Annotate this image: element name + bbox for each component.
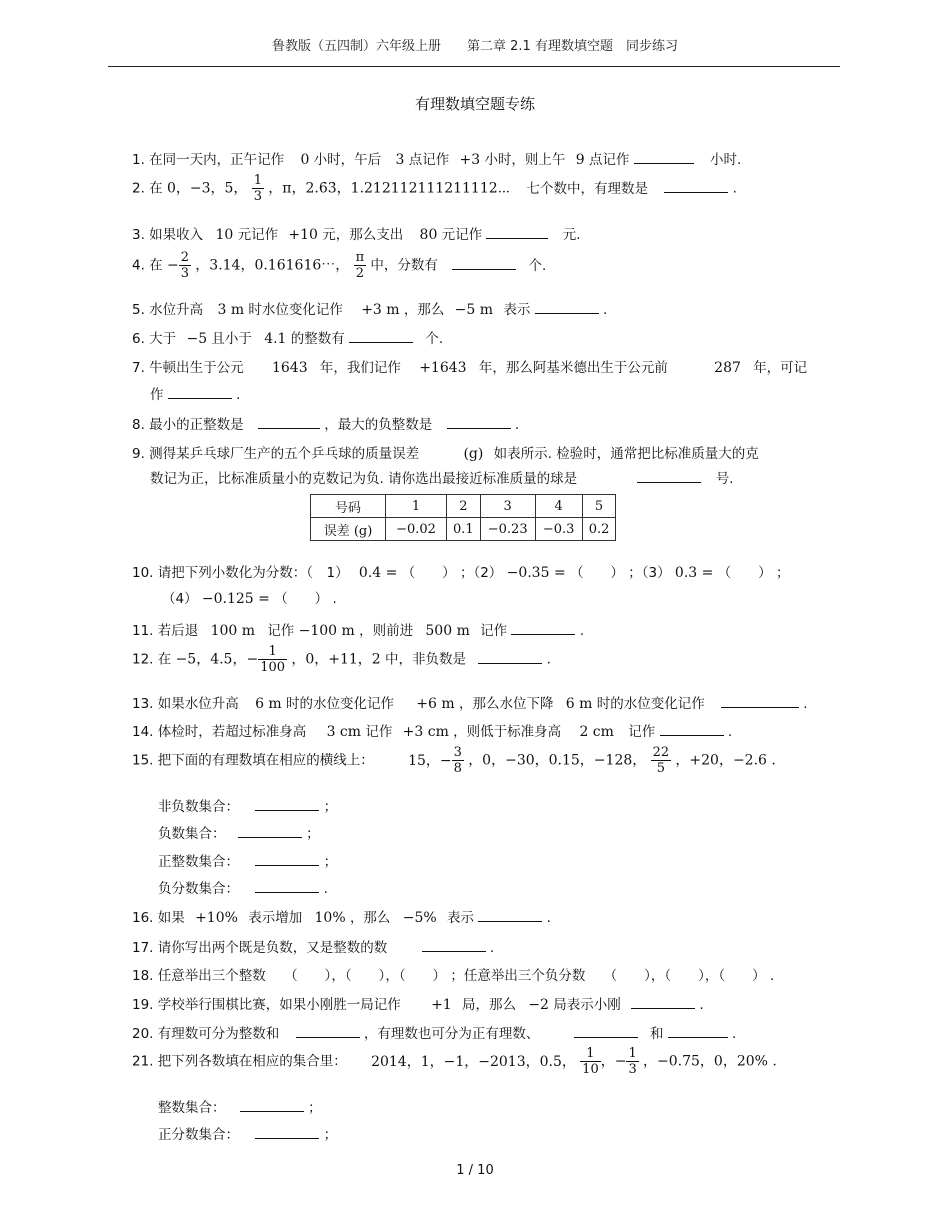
page-number: 1 / 10 — [456, 1163, 494, 1178]
answer-blank[interactable] — [634, 151, 694, 164]
question-21: 21. 把下列各数填在相应的集合里： 2014，1，−1，−2013，0.5， $\frac{1}{10}$ ，− $\frac{1}{3}$ ，−0.75，0，20% . — [132, 1046, 777, 1077]
question-7-cont: 作 . — [150, 387, 241, 403]
answer-blank[interactable] — [168, 386, 232, 399]
question-18: 18. 任意举出三个整数 （ ），（ ），（ ） ；任意举出三个负分数 （ ），（ ），（ ） . — [132, 968, 775, 984]
question-9: 9. 测得某乒乓球厂生产的五个乒乓球的质量误差 (g) 如表所示. 检验时，通常把比标准质量大的克 — [132, 446, 759, 462]
table-cell: 3 — [480, 495, 535, 518]
set-positive-integer: 正整数集合： ； — [158, 854, 338, 870]
answer-blank[interactable] — [296, 1025, 360, 1038]
question-20: 20. 有理数可分为整数和 ，有理数也可分为正有理数、 和 . — [132, 1026, 737, 1042]
answer-blank[interactable] — [721, 695, 799, 708]
answer-blank[interactable] — [447, 416, 511, 429]
answer-blank[interactable] — [631, 996, 695, 1009]
question-5: 5. 水位升高 3 m 时水位变化记作 +3 m ，那么 −5 m 表示 . — [132, 302, 608, 318]
question-7: 7. 牛顿出生于公元 1643 年，我们记作 +1643 年，那么阿基米德出生于公元前 287 年，可记 — [132, 360, 808, 376]
answer-blank[interactable] — [478, 909, 542, 922]
question-4: 4. 在 − $\frac{2}{3}$ ，3.14，0.161616⋯， $\frac{\pi}{2}$ 中，分数有 个. — [132, 250, 547, 281]
question-9-cont: 数记为正，比标准质量小的克数记为负. 请你选出最接近标准质量的球是 号. — [150, 471, 734, 487]
fraction: $\frac{2}{3}$ — [180, 250, 189, 281]
answer-blank[interactable] — [535, 301, 599, 314]
fraction: $\frac{1}{3}$ — [253, 173, 262, 204]
question-1: 1. 在同一天内，正午记作 0 小时，午后 3 点记作 +3 小时，则上午 9 点记作 小时. — [132, 152, 742, 168]
table-cell: 5 — [582, 495, 616, 518]
answer-blank[interactable] — [255, 798, 319, 811]
answer-blank[interactable] — [258, 416, 320, 429]
answer-blank[interactable] — [478, 651, 542, 664]
question-2: 2. 在 0，−3，5， $\frac{1}{3}$ ，π，2.6̇3̇，1.212112111211112⋯ 七个数中，有理数是 . — [132, 173, 737, 204]
worksheet-title: 有理数填空题专练 — [414, 95, 535, 113]
error-table — [310, 494, 616, 541]
question-17: 17. 请你写出两个既是负数，又是整数的数 . — [132, 940, 495, 956]
answer-blank[interactable] — [240, 1099, 304, 1112]
set-nonnegative: 非负数集合： ； — [158, 799, 338, 815]
question-8: 8. 最小的正整数是 ，最大的负整数是 . — [132, 417, 520, 433]
question-12: 12. 在 −5，4.5，− $\frac{1}{100}$ ，0，+11，2 中，非负数是 . — [132, 644, 551, 675]
answer-blank[interactable] — [349, 330, 413, 343]
table-cell: 0.2 — [582, 518, 616, 541]
table-row — [311, 518, 616, 541]
question-19: 19. 学校举行围棋比赛，如果小刚胜一局记作 +1 局，那么 −2 局表示小刚 . — [132, 997, 704, 1013]
page-header: 鲁教版（五四制）六年级上册 第二章 2.1 有理数填空题 同步练习 — [272, 39, 678, 54]
header-rule — [108, 66, 840, 67]
table-cell: 2 — [447, 495, 481, 518]
answer-blank[interactable] — [574, 1025, 638, 1038]
fraction: $\frac{22}{5}$ — [652, 745, 670, 776]
fraction: $\frac{\pi}{2}$ — [355, 250, 365, 281]
table-header-cell: 号码 — [311, 495, 386, 518]
answer-blank[interactable] — [255, 880, 319, 893]
table-cell: 1 — [386, 495, 447, 518]
question-3: 3. 如果收入 10 元记作 +10 元，那么支出 80 元记作 元. — [132, 227, 581, 243]
table-cell: −0.3 — [535, 518, 582, 541]
table-cell: 4 — [535, 495, 582, 518]
question-10: 10. 请把下列小数化为分数：（ 1） 0.4 = （ ） ；（2） −0.35 = （ ） ；（3） 0.3 = （ ） ； — [132, 565, 790, 581]
fraction: $\frac{3}{8}$ — [453, 745, 462, 776]
table-cell: 0.1 — [447, 518, 481, 541]
answer-blank[interactable] — [452, 257, 516, 270]
answer-blank[interactable] — [238, 825, 302, 838]
question-6: 6. 大于 −5 且小于 4.1 的整数有 个. — [132, 331, 444, 347]
table-cell: −0.23 — [480, 518, 535, 541]
fraction: $\frac{1}{3}$ — [628, 1046, 637, 1077]
set-negative: 负数集合： ； — [158, 826, 320, 842]
question-16: 16. 如果 +10% 表示增加 10% ，那么 −5% 表示 . — [132, 910, 551, 926]
question-14: 14. 体检时，若超过标准身高 3 cm 记作 +3 cm ，则低于标准身高 2 cm 记作 . — [132, 724, 733, 740]
table-cell: −0.02 — [386, 518, 447, 541]
set-integer: 整数集合： ； — [158, 1100, 322, 1116]
answer-blank[interactable] — [637, 470, 701, 483]
table-row — [311, 495, 616, 518]
set-positive-fraction: 正分数集合： ； — [158, 1127, 338, 1143]
answer-blank[interactable] — [664, 180, 728, 193]
answer-blank[interactable] — [422, 939, 486, 952]
set-negative-fraction: 负分数集合： . — [158, 881, 328, 897]
question-15: 15. 把下面的有理数填在相应的横线上： 15，− $\frac{3}{8}$ ，0，−30，0.15，−128， $\frac{22}{5}$ ，+20，−2.6 . — [132, 745, 776, 776]
question-11: 11. 若后退 100 m 记作 −100 m ，则前进 500 m 记作 . — [132, 623, 585, 639]
question-13: 13. 如果水位升高 6 m 时的水位变化记作 +6 m ，那么水位下降 6 m 时的水位变化记作 . — [132, 696, 808, 712]
answer-blank[interactable] — [486, 226, 548, 239]
fraction: $\frac{1}{10}$ — [582, 1046, 599, 1077]
answer-blank[interactable] — [668, 1025, 728, 1038]
question-10-cont: （4） −0.125 = （ ） . — [162, 591, 337, 607]
answer-blank[interactable] — [511, 622, 575, 635]
fraction: $\frac{1}{100}$ — [260, 644, 286, 675]
table-header-cell: 误差 (g) — [311, 518, 386, 541]
answer-blank[interactable] — [255, 853, 319, 866]
answer-blank[interactable] — [660, 723, 724, 736]
answer-blank[interactable] — [255, 1126, 319, 1139]
